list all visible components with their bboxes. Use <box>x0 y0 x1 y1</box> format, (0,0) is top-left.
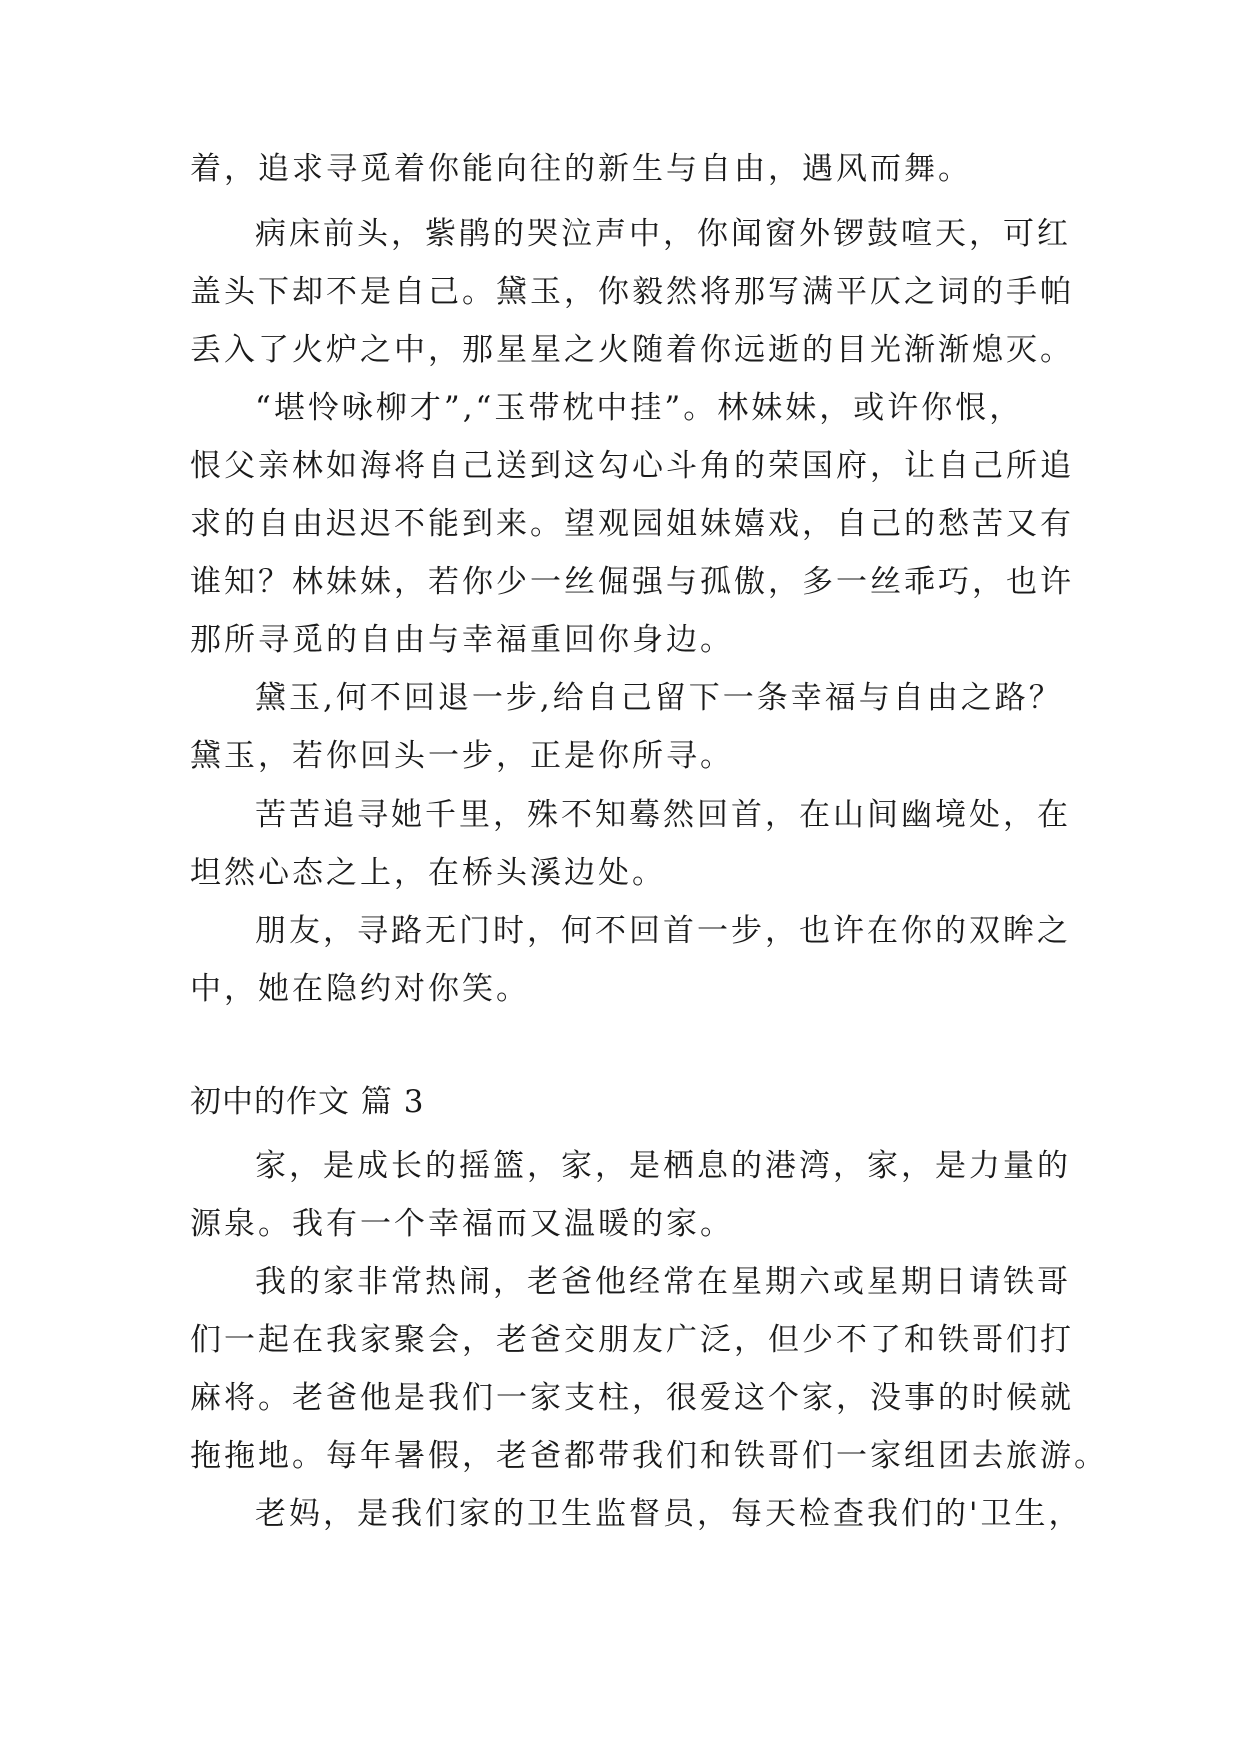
text-line: 拖拖地。每年暑假，老爸都带我们和铁哥们一家组团去旅游。 <box>190 1438 1108 1474</box>
text-line: 丢入了火炉之中，那星星之火随着你远逝的目光渐渐熄灭。 <box>190 332 1074 368</box>
text-line: 谁知？林妹妹，若你少一丝倔强与孤傲，多一丝乖巧，也许 <box>190 564 1074 600</box>
text-line: 求的自由迟迟不能到来。望观园姐妹嬉戏，自己的愁苦又有 <box>190 506 1074 542</box>
text-line: 黛玉，若你回头一步，正是你所寻。 <box>190 738 734 774</box>
text-line: “堪怜咏柳才”,“玉带枕中挂”。林妹妹，或许你恨， <box>255 390 1024 426</box>
text-line: 着，追求寻觅着你能向往的新生与自由，遇风而舞。 <box>190 151 972 187</box>
text-line: 苦苦追寻她千里，殊不知蓦然回首，在山间幽境处，在 <box>255 797 1071 833</box>
text-line: 们一起在我家聚会，老爸交朋友广泛，但少不了和铁哥们打 <box>190 1322 1074 1358</box>
text-line: 朋友，寻路无门时，何不回首一步，也许在你的双眸之 <box>255 913 1071 949</box>
text-line: 家，是成长的摇篮，家，是栖息的港湾，家，是力量的 <box>255 1148 1071 1184</box>
text-line: 我的家非常热闹，老爸他经常在星期六或星期日请铁哥 <box>255 1264 1071 1300</box>
text-line: 黛玉,何不回退一步,给自己留下一条幸福与自由之路？ <box>255 680 1063 716</box>
text-line: 那所寻觅的自由与幸福重回你身边。 <box>190 622 734 658</box>
text-line: 病床前头，紫鹃的哭泣声中，你闻窗外锣鼓喧天，可红 <box>255 216 1071 252</box>
text-line: 中，她在隐约对你笑。 <box>190 971 530 1007</box>
text-line: 麻将。老爸他是我们一家支柱，很爱这个家，没事的时候就 <box>190 1380 1074 1416</box>
text-line: 恨父亲林如海将自己送到这勾心斗角的荣国府，让自己所追 <box>190 448 1074 484</box>
text-line: 坦然心态之上，在桥头溪边处。 <box>190 855 666 891</box>
section-heading: 初中的作文 篇 3 <box>190 1084 425 1120</box>
text-line: 盖头下却不是自己。黛玉，你毅然将那写满平仄之词的手帕 <box>190 274 1074 310</box>
text-line: 老妈，是我们家的卫生监督员，每天检查我们的'卫生， <box>255 1496 1083 1532</box>
text-line: 源泉。我有一个幸福而又温暖的家。 <box>190 1206 734 1242</box>
